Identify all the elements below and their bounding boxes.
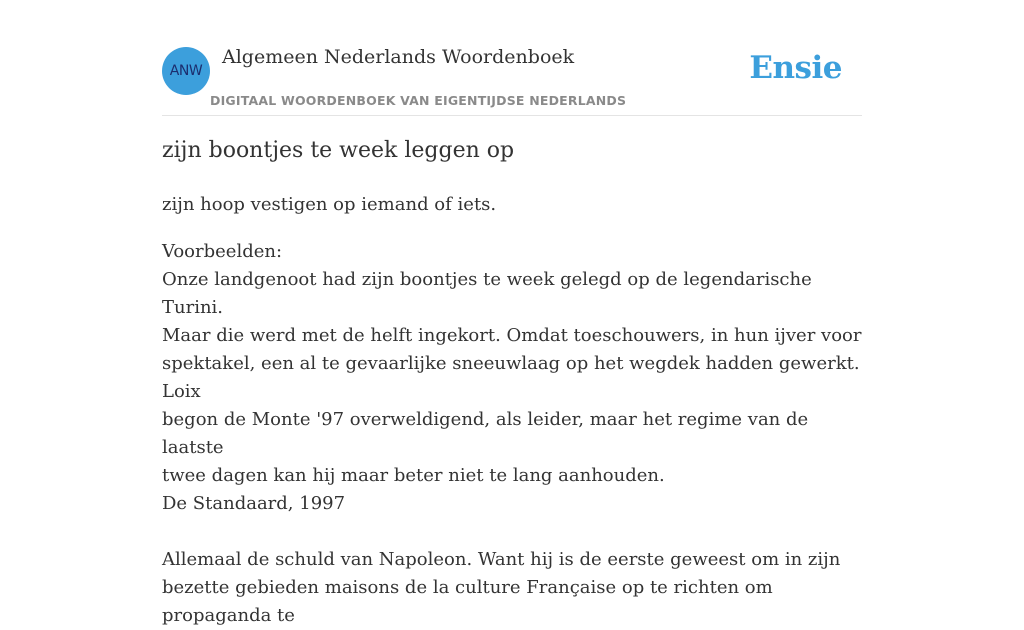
example-line: spektakel, een al te gevaarlijke sneeuwlaag op het wegdek hadden gewerkt. Loix	[162, 353, 860, 402]
example-item	[162, 546, 862, 630]
example-line: Maar die werd met de helft ingekort. Omdat toeschouwers, in hun ijver voor	[162, 325, 862, 346]
ensie-brand-logo[interactable]: Ensie	[749, 50, 842, 86]
example-line: Onze landgenoot had zijn boontjes te week gelegd op de legendarische Turini.	[162, 269, 812, 318]
page-container	[162, 0, 862, 626]
example-line: twee dagen kan hij maar beter niet te lang aanhouden.	[162, 465, 665, 486]
entry-definition: zijn hoop vestigen op iemand of iets.	[162, 194, 497, 215]
example-source: De Standaard, 1997	[162, 493, 346, 514]
examples-section	[162, 238, 862, 630]
site-subtitle: DIGITAAL WOORDENBOEK VAN EIGENTIJDSE NEDERLANDS	[210, 93, 627, 108]
site-header	[162, 0, 862, 116]
site-title[interactable]: Algemeen Nederlands Woordenboek	[222, 46, 575, 68]
example-item	[162, 266, 862, 518]
example-line: begon de Monte '97 overweldigend, als leider, maar het regime van de laatste	[162, 409, 809, 458]
example-line: Allemaal de schuld van Napoleon. Want hij is de eerste geweest om in zijn	[162, 549, 841, 570]
examples-label: Voorbeelden:	[162, 241, 283, 262]
logo-text: ANW	[169, 63, 203, 79]
example-separator	[162, 518, 862, 546]
entry-headword: zijn boontjes te week leggen op	[162, 138, 515, 163]
example-line: bezette gebieden maisons de la culture Française op te richten om propaganda te	[162, 577, 773, 626]
anw-logo[interactable]	[162, 47, 210, 95]
